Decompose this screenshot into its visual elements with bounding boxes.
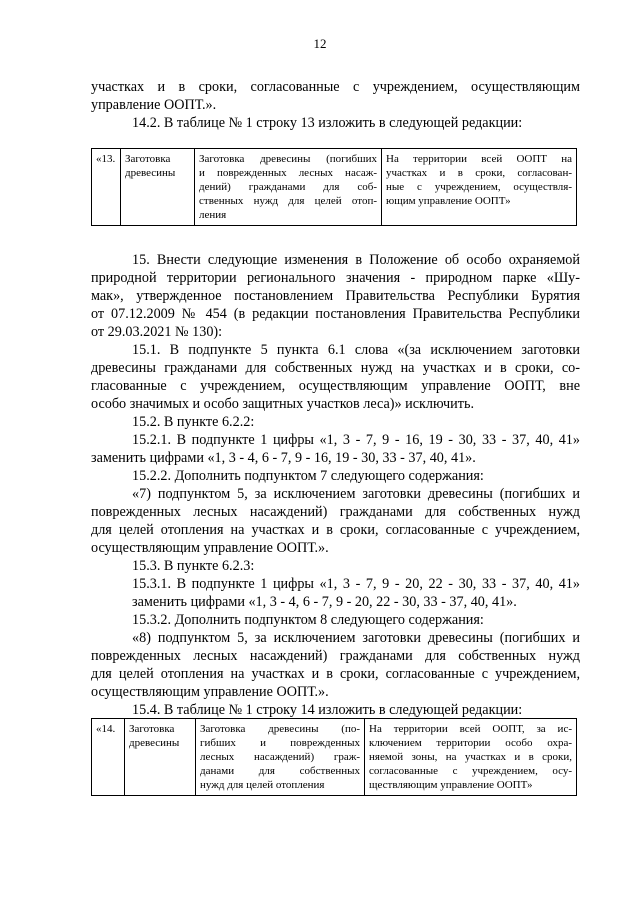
text-line: 15. Внести следующие изменения в Положение об особо охраняемой <box>132 252 580 268</box>
table-cell-conditions <box>382 149 577 226</box>
text-line: 15.3. В пункте 6.2.3: <box>132 558 255 574</box>
table-cell-number: «13. <box>92 149 121 226</box>
text-line: 14.2. В таблице № 1 строку 13 изложить в следующей редакции: <box>132 115 523 131</box>
text-line: гласованные с учреждением, осуществляющим управление ООПТ, вне <box>91 378 580 394</box>
text-line: поврежденных лесных насаждений) гражданами для собственных нужд <box>91 504 580 520</box>
table-row-13 <box>91 148 577 226</box>
cell-line: древесины <box>129 737 180 749</box>
text-line: заменить цифрами «1, 3 - 4, 6 - 7, 9 - 16, 19 - 30, 33 - 37, 40, 41». <box>91 450 476 466</box>
cell-line: ления <box>199 209 227 221</box>
text-line: мак», утвержденное постановлением Правительства Республики Бурятия <box>91 288 580 304</box>
cell-line: На территории всей ООПТ на <box>386 153 572 165</box>
text-line: 15.2.2. Дополнить подпунктом 7 следующего содержания: <box>132 468 484 484</box>
text-line: управление ООПТ.». <box>91 97 217 113</box>
text-line: «8) подпунктом 5, за исключением заготовки древесины (погибших и <box>132 630 580 646</box>
text-line: 15.2. В пункте 6.2.2: <box>132 414 255 430</box>
table-cell-activity <box>125 719 196 796</box>
text-line: для целей отопления на участках и в сроки, согласованные с учреждением, <box>91 522 580 538</box>
cell-line: и поврежденных лесных насаж- <box>199 167 377 179</box>
cell-line: ственных нужд для целей отоп- <box>199 195 377 207</box>
text-line: для целей отопления на участках и в сроки, согласованные с учреждением, <box>91 666 580 682</box>
text-line: 15.2.1. В подпункте 1 цифры «1, 3 - 7, 9 - 16, 19 - 30, 33 - 37, 40, 41» <box>132 432 580 448</box>
text-line: «7) подпунктом 5, за исключением заготовки древесины (погибших и <box>132 486 580 502</box>
text-line: древесины гражданами для собственных нужд на участках и в сроки, со- <box>91 360 580 376</box>
cell-line: Заготовка <box>129 723 175 735</box>
cell-line: согласованные с учреждением, осу- <box>369 765 572 777</box>
text-line: осуществляющим управление ООПТ.». <box>91 684 329 700</box>
text-line: 15.3.2. Дополнить подпунктом 8 следующего содержания: <box>132 612 484 628</box>
cell-line: ществляющим управление ООПТ» <box>369 779 533 791</box>
cell-line: ные с учреждением, осуществля- <box>386 181 572 193</box>
text-line: от 07.12.2009 № 454 (в редакции постановления Правительства Республики <box>91 306 580 322</box>
cell-line: ющим управление ООПТ» <box>386 195 511 207</box>
text-line: осуществляющим управление ООПТ.». <box>91 540 329 556</box>
table-row-14 <box>91 718 577 796</box>
table-cell-activity <box>121 149 195 226</box>
cell-line: нужд для целей отопления <box>200 779 325 791</box>
cell-line: На территории всей ООПТ, за ис- <box>369 723 572 735</box>
cell-line: дений) гражданами для соб- <box>199 181 377 193</box>
text-line: участках и в сроки, согласованные с учреждением, осуществляющим <box>91 79 580 95</box>
cell-line: Заготовка древесины (по- <box>200 723 360 735</box>
text-line: поврежденных лесных насаждений) гражданами для собственных нужд <box>91 648 580 664</box>
text-line: 15.4. В таблице № 1 строку 14 изложить в следующей редакции: <box>132 702 523 718</box>
text-line: особо значимых и особо защитных участков леса)» исключить. <box>91 396 474 412</box>
text-line: заменить цифрами «1, 3 - 4, 6 - 7, 9 - 20, 22 - 30, 33 - 37, 40, 41». <box>132 594 517 610</box>
text-line: от 29.03.2021 № 130): <box>91 324 223 340</box>
text-line: 15.3.1. В подпункте 1 цифры «1, 3 - 7, 9 - 20, 22 - 30, 33 - 37, 40, 41» <box>132 576 580 592</box>
text-line: 15.1. В подпункте 5 пункта 6.1 слова «(за исключением заготовки <box>132 342 580 358</box>
table-cell-conditions <box>365 719 577 796</box>
cell-line: древесины <box>125 167 176 179</box>
cell-line: няемой зоны, на участках и в сроки, <box>369 751 572 763</box>
cell-line: данами для собственных <box>200 765 360 777</box>
cell-line: Заготовка <box>125 153 171 165</box>
cell-line: Заготовка древесины (погибших <box>199 153 377 165</box>
table-cell-number: «14. <box>92 719 125 796</box>
table-cell-description <box>196 719 365 796</box>
cell-line: ключением территории особо охра- <box>369 737 572 749</box>
table-cell-description <box>195 149 382 226</box>
cell-line: гибших и поврежденных <box>200 737 360 749</box>
cell-line: лесных насаждений) граж- <box>200 751 360 763</box>
page-number: 12 <box>313 36 327 51</box>
cell-line: участках и в сроки, согласован- <box>386 167 572 179</box>
text-line: природной территории регионального значения - природном парке «Шу- <box>91 270 580 286</box>
